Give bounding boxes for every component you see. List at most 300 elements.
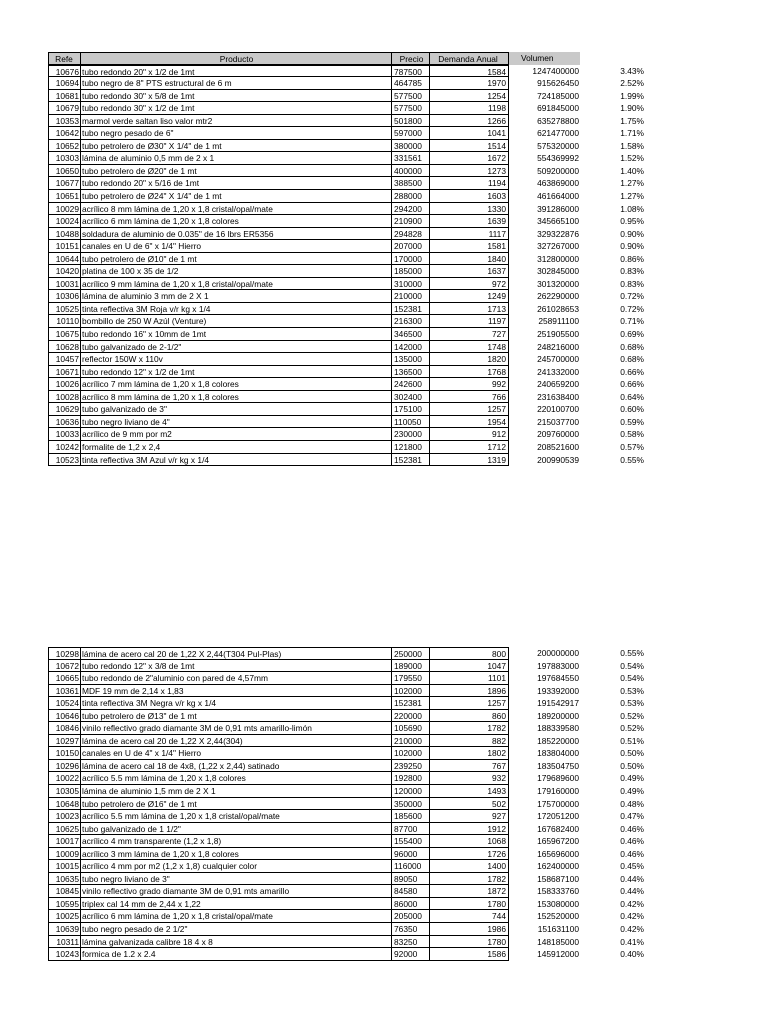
table-row — [48, 454, 644, 467]
cell-volumen: 391286000 — [537, 203, 579, 214]
cell-percent: 0.86% — [620, 253, 644, 264]
table-row — [48, 747, 644, 760]
table-row — [48, 672, 644, 685]
cell-volumen: 463869000 — [537, 178, 579, 189]
cell-percent: 1.27% — [620, 178, 644, 189]
table-row — [48, 697, 644, 710]
cell-percent: 0.64% — [620, 391, 644, 402]
cell-demanda: 1041 — [430, 127, 509, 140]
cell-precio: 220000 — [392, 710, 430, 723]
table-row — [48, 860, 644, 873]
cell-precio: 121800 — [392, 441, 430, 454]
cell-demanda: 767 — [430, 760, 509, 773]
cell-percent: 0.52% — [620, 710, 644, 721]
cell-producto: acrílico 6 mm lámina de 1,20 x 1,8 cristal/opal/mate — [81, 910, 392, 923]
cell-producto: tubo redondo 30" x 1/2 de 1mt — [81, 102, 392, 115]
cell-ref: 10110 — [48, 315, 81, 328]
cell-producto: tubo redondo 20" x 1/2 de 1mt — [81, 65, 392, 78]
cell-producto: tubo negro liviano de 4" — [81, 416, 392, 429]
cell-volumen: 200000000 — [537, 648, 579, 658]
cell-percent: 0.54% — [620, 660, 644, 671]
cell-demanda: 1782 — [430, 873, 509, 886]
table-row — [48, 441, 644, 454]
cell-volumen: 1247400000 — [532, 65, 579, 76]
cell-ref: 10671 — [48, 366, 81, 379]
cell-volumen: 258911100 — [538, 316, 579, 327]
cell-producto: tubo galvanizado de 2-1/2" — [81, 341, 392, 354]
table-row — [48, 203, 644, 216]
cell-volumen: 724185000 — [537, 90, 579, 101]
table-row — [48, 835, 644, 848]
cell-precio: 597000 — [392, 127, 430, 140]
cell-volumen: 175700000 — [537, 798, 579, 809]
cell-producto: tubo negro pesado de 6" — [81, 127, 392, 140]
cell-producto: canales en U de 4" x 1/4" Hierro — [81, 747, 392, 760]
cell-volumen: 148185000 — [537, 936, 579, 947]
cell-volumen: 165696000 — [537, 848, 579, 859]
cell-percent: 0.41% — [620, 936, 644, 947]
table-row — [48, 215, 644, 228]
cell-percent: 0.60% — [620, 404, 644, 415]
table-row — [48, 798, 644, 811]
table-row — [48, 378, 644, 391]
cell-precio: 239250 — [392, 760, 430, 773]
table-row — [48, 848, 644, 861]
cell-volumen: 461664000 — [537, 191, 579, 202]
cell-ref: 10306 — [48, 290, 81, 303]
table-row — [48, 127, 644, 140]
cell-volumen: 197684550 — [537, 673, 579, 684]
cell-producto: tubo redondo 12" x 1/2 de 1mt — [81, 366, 392, 379]
cell-demanda: 1068 — [430, 835, 509, 848]
cell-producto: canales en U de 6" x 1/4" Hierro — [81, 240, 392, 253]
cell-demanda: 1748 — [430, 341, 509, 354]
cell-percent: 1.52% — [620, 153, 644, 164]
cell-precio: 216300 — [392, 315, 430, 328]
cell-percent: 1.71% — [620, 128, 644, 139]
table-row — [48, 353, 644, 366]
cell-percent: 0.68% — [620, 341, 644, 352]
cell-precio: 288000 — [392, 190, 430, 203]
cell-ref: 10524 — [48, 697, 81, 710]
cell-percent: 0.71% — [620, 316, 644, 327]
cell-demanda: 1603 — [430, 190, 509, 203]
table-row — [48, 366, 644, 379]
cell-precio: 388500 — [392, 177, 430, 190]
cell-producto: tubo negro de 8" PTS estructural de 6 m — [81, 77, 392, 90]
table-row — [48, 948, 644, 961]
table-row — [48, 885, 644, 898]
cell-percent: 0.55% — [620, 648, 644, 658]
cell-ref: 10488 — [48, 228, 81, 241]
cell-volumen: 240659200 — [537, 379, 579, 390]
cell-ref: 10025 — [48, 910, 81, 923]
cell-demanda: 1047 — [430, 660, 509, 673]
cell-ref: 10033 — [48, 428, 81, 441]
table-row — [48, 735, 644, 748]
cell-percent: 0.50% — [620, 760, 644, 771]
cell-percent: 0.66% — [620, 366, 644, 377]
cell-producto: tinta reflectiva 3M Negra v/r kg x 1/4 — [81, 697, 392, 710]
cell-producto: tubo redondo 30" x 5/8 de 1mt — [81, 90, 392, 103]
table-row — [48, 428, 644, 441]
cell-percent: 0.83% — [620, 278, 644, 289]
cell-precio: 170000 — [392, 253, 430, 266]
cell-volumen: 188339580 — [537, 723, 579, 734]
cell-volumen: 158333760 — [537, 886, 579, 897]
table-row — [48, 760, 644, 773]
cell-producto: tubo galvanizado de 1 1/2" — [81, 823, 392, 836]
cell-ref: 10639 — [48, 923, 81, 936]
cell-demanda: 912 — [430, 428, 509, 441]
cell-precio: 135000 — [392, 353, 430, 366]
cell-volumen: 327267000 — [537, 241, 579, 252]
cell-percent: 0.52% — [620, 723, 644, 734]
cell-ref: 10672 — [48, 660, 81, 673]
cell-ref: 10311 — [48, 936, 81, 949]
cell-ref: 10297 — [48, 735, 81, 748]
cell-producto: lámina de acero cal 20 de 1,22 X 2,44(T304 Pul-Plas) — [81, 647, 392, 660]
cell-producto: tinta reflectiva 3M Azul v/r kg x 1/4 — [81, 454, 392, 467]
cell-precio: 155400 — [392, 835, 430, 848]
table-row — [48, 278, 644, 291]
cell-volumen: 575320000 — [537, 140, 579, 151]
cell-precio: 210000 — [392, 735, 430, 748]
cell-precio: 192800 — [392, 772, 430, 785]
cell-ref: 10625 — [48, 823, 81, 836]
table-row — [48, 391, 644, 404]
cell-ref: 10009 — [48, 848, 81, 861]
cell-ref: 10353 — [48, 115, 81, 128]
table-row — [48, 823, 644, 836]
cell-precio: 102000 — [392, 685, 430, 698]
cell-producto: triplex cal 14 mm de 2,44 x 1,22 — [81, 898, 392, 911]
cell-ref: 10628 — [48, 341, 81, 354]
cell-precio: 152381 — [392, 303, 430, 316]
cell-demanda: 1117 — [430, 228, 509, 241]
table-row — [48, 416, 644, 429]
cell-demanda: 1257 — [430, 697, 509, 710]
cell-ref: 10681 — [48, 90, 81, 103]
cell-precio: 105690 — [392, 722, 430, 735]
cell-precio: 76350 — [392, 923, 430, 936]
table-row — [48, 190, 644, 203]
cell-producto: acrílico 5.5 mm lámina de 1,20 x 1,8 colores — [81, 772, 392, 785]
table-row — [48, 253, 644, 266]
table-row — [48, 315, 644, 328]
table-header-row — [48, 52, 644, 65]
cell-ref: 10525 — [48, 303, 81, 316]
cell-demanda: 860 — [430, 710, 509, 723]
cell-producto: vinilo reflectivo grado diamante 3M de 0,91 mts amarillo — [81, 885, 392, 898]
table-row — [48, 722, 644, 735]
cell-percent: 0.90% — [620, 228, 644, 239]
cell-producto: acrílico 7 mm lámina de 1,20 x 1,8 colores — [81, 378, 392, 391]
cell-demanda: 882 — [430, 735, 509, 748]
cell-volumen: 245700000 — [537, 354, 579, 365]
cell-precio: 230000 — [392, 428, 430, 441]
cell-ref: 10305 — [48, 785, 81, 798]
cell-demanda: 1249 — [430, 290, 509, 303]
table-row — [48, 177, 644, 190]
cell-percent: 1.40% — [620, 165, 644, 176]
cell-producto: MDF 19 mm de 2,14 x 1,83 — [81, 685, 392, 698]
cell-precio: 116000 — [392, 860, 430, 873]
cell-percent: 0.46% — [620, 848, 644, 859]
cell-volumen: 691845000 — [537, 103, 579, 114]
cell-producto: marmol verde saltan liso valor mtr2 — [81, 115, 392, 128]
cell-ref: 10652 — [48, 140, 81, 153]
cell-producto: tubo galvanizado de 3" — [81, 403, 392, 416]
cell-volumen: 162400000 — [537, 861, 579, 872]
cell-demanda: 1254 — [430, 90, 509, 103]
header-ref: Refe — [48, 52, 81, 65]
cell-ref: 10646 — [48, 710, 81, 723]
cell-percent: 0.59% — [620, 416, 644, 427]
cell-percent: 1.99% — [620, 90, 644, 101]
cell-producto: tubo redondo 16" x 10mm de 1mt — [81, 328, 392, 341]
cell-precio: 310000 — [392, 278, 430, 291]
cell-volumen: 165967200 — [537, 836, 579, 847]
cell-volumen: 153080000 — [537, 898, 579, 909]
cell-percent: 1.27% — [620, 191, 644, 202]
cell-percent: 0.69% — [620, 329, 644, 340]
cell-precio: 210000 — [392, 290, 430, 303]
table-row — [48, 115, 644, 128]
cell-volumen: 167682400 — [537, 823, 579, 834]
header-demanda-anual: Demanda Anual — [430, 52, 509, 65]
cell-volumen: 185220000 — [537, 735, 579, 746]
cell-precio: 210900 — [392, 215, 430, 228]
cell-ref: 10023 — [48, 810, 81, 823]
cell-percent: 0.51% — [620, 735, 644, 746]
cell-ref: 10523 — [48, 454, 81, 467]
cell-percent: 0.90% — [620, 241, 644, 252]
cell-volumen: 189200000 — [537, 710, 579, 721]
table-row — [48, 90, 644, 103]
table-row — [48, 873, 644, 886]
cell-demanda: 1198 — [430, 102, 509, 115]
cell-producto: acrílico 8 mm lámina de 1,20 x 1,8 cristal/opal/mate — [81, 203, 392, 216]
cell-demanda: 1726 — [430, 848, 509, 861]
cell-producto: formalite de 1,2 x 2,4 — [81, 441, 392, 454]
table-row — [48, 910, 644, 923]
cell-demanda: 1672 — [430, 152, 509, 165]
cell-demanda: 1896 — [430, 685, 509, 698]
cell-demanda: 1713 — [430, 303, 509, 316]
cell-precio: 84580 — [392, 885, 430, 898]
table-row — [48, 77, 644, 90]
cell-volumen: 208521600 — [537, 441, 579, 452]
cell-producto: tubo negro liviano de 3" — [81, 873, 392, 886]
cell-volumen: 151631100 — [537, 924, 579, 935]
cell-ref: 10028 — [48, 391, 81, 404]
table-row — [48, 165, 644, 178]
cell-demanda: 1802 — [430, 747, 509, 760]
table-row — [48, 898, 644, 911]
cell-producto: platina de 100 x 35 de 1/2 — [81, 265, 392, 278]
cell-producto: soldadura de aluminio de 0.035" de 16 lbrs ER5356 — [81, 228, 392, 241]
cell-demanda: 1586 — [430, 948, 509, 961]
cell-percent: 1.58% — [620, 140, 644, 151]
cell-volumen: 915626450 — [537, 78, 579, 89]
cell-volumen: 262290000 — [537, 291, 579, 302]
cell-demanda: 744 — [430, 910, 509, 923]
cell-precio: 175100 — [392, 403, 430, 416]
cell-ref: 10650 — [48, 165, 81, 178]
header-percent-empty — [580, 52, 644, 65]
cell-demanda: 1101 — [430, 672, 509, 685]
cell-ref: 10024 — [48, 215, 81, 228]
cell-volumen: 301320000 — [537, 278, 579, 289]
cell-volumen: 183504750 — [537, 760, 579, 771]
inventory-table-bottom — [48, 647, 644, 961]
cell-ref: 10629 — [48, 403, 81, 416]
cell-ref: 10029 — [48, 203, 81, 216]
cell-producto: bombillo de 250 W Azúl (Venture) — [81, 315, 392, 328]
cell-producto: tubo petrolero de Ø10" de 1 mt — [81, 253, 392, 266]
cell-precio: 577500 — [392, 90, 430, 103]
cell-precio: 294828 — [392, 228, 430, 241]
cell-percent: 0.66% — [620, 379, 644, 390]
cell-producto: acrílico 4 mm por m2 (1,2 x 1,8) cualquier color — [81, 860, 392, 873]
cell-producto: tubo petrolero de Ø16" de 1 mt — [81, 798, 392, 811]
cell-precio: 787500 — [392, 65, 430, 78]
cell-demanda: 927 — [430, 810, 509, 823]
cell-demanda: 1986 — [430, 923, 509, 936]
cell-volumen: 248216000 — [537, 341, 579, 352]
cell-percent: 1.08% — [620, 203, 644, 214]
cell-percent: 0.44% — [620, 886, 644, 897]
cell-volumen: 251905500 — [537, 329, 579, 340]
cell-producto: lámina de acero cal 20 de 1,22 X 2,44(304) — [81, 735, 392, 748]
cell-precio: 152381 — [392, 697, 430, 710]
cell-demanda: 1820 — [430, 353, 509, 366]
cell-precio: 152381 — [392, 454, 430, 467]
cell-precio: 346500 — [392, 328, 430, 341]
cell-producto: tinta reflectiva 3M Roja v/r kg x 1/4 — [81, 303, 392, 316]
cell-volumen: 621477000 — [537, 128, 579, 139]
cell-precio: 102000 — [392, 747, 430, 760]
cell-precio: 350000 — [392, 798, 430, 811]
cell-percent: 0.49% — [620, 786, 644, 797]
cell-producto: tubo petrolero de Ø20" de 1 mt — [81, 165, 392, 178]
cell-demanda: 800 — [430, 647, 509, 660]
cell-demanda: 1319 — [430, 454, 509, 467]
cell-precio: 250000 — [392, 647, 430, 660]
table-row — [48, 647, 644, 660]
cell-volumen: 193392000 — [537, 685, 579, 696]
cell-ref: 10651 — [48, 190, 81, 203]
cell-volumen: 200990539 — [537, 454, 579, 465]
table-row — [48, 341, 644, 354]
cell-volumen: 329322876 — [537, 228, 579, 239]
cell-percent: 0.49% — [620, 773, 644, 784]
cell-precio: 577500 — [392, 102, 430, 115]
cell-volumen: 220100700 — [537, 404, 579, 415]
cell-precio: 96000 — [392, 848, 430, 861]
cell-producto: lámina de acero cal 18 de 4x8, (1,22 x 2,44) satinado — [81, 760, 392, 773]
cell-percent: 0.83% — [620, 266, 644, 277]
cell-ref: 10676 — [48, 65, 81, 78]
cell-percent: 0.53% — [620, 685, 644, 696]
cell-producto: lámina de aluminio 3 mm de 2 X 1 — [81, 290, 392, 303]
table-row — [48, 290, 644, 303]
cell-demanda: 1514 — [430, 140, 509, 153]
cell-precio: 189000 — [392, 660, 430, 673]
cell-producto: acrílico 8 mm lámina de 1,20 x 1,8 colores — [81, 391, 392, 404]
cell-percent: 0.68% — [620, 354, 644, 365]
cell-ref: 10845 — [48, 885, 81, 898]
cell-producto: tubo petrolero de Ø24" X 1/4" de 1 mt — [81, 190, 392, 203]
cell-demanda: 1581 — [430, 240, 509, 253]
cell-demanda: 1872 — [430, 885, 509, 898]
cell-producto: tubo redondo 20" x 5/16 de 1mt — [81, 177, 392, 190]
cell-demanda: 932 — [430, 772, 509, 785]
cell-ref: 10420 — [48, 265, 81, 278]
cell-percent: 0.57% — [620, 441, 644, 452]
cell-percent: 1.75% — [620, 115, 644, 126]
cell-producto: acrílico 9 mm lámina de 1,20 x 1,8 cristal/opal/mate — [81, 278, 392, 291]
cell-producto: tubo redondo de 2"aluminio con pared de 4,57mm — [81, 672, 392, 685]
cell-percent: 0.72% — [620, 291, 644, 302]
cell-producto: acrílico de 9 mm por m2 — [81, 428, 392, 441]
header-producto: Producto — [81, 52, 392, 65]
cell-demanda: 1257 — [430, 403, 509, 416]
cell-demanda: 1330 — [430, 203, 509, 216]
cell-producto: reflector 150W x 110v — [81, 353, 392, 366]
cell-volumen: 241332000 — [537, 366, 579, 377]
cell-volumen: 152520000 — [537, 911, 579, 922]
cell-demanda: 1712 — [430, 441, 509, 454]
cell-precio: 380000 — [392, 140, 430, 153]
cell-demanda: 1768 — [430, 366, 509, 379]
cell-producto: acrílico 5.5 mm lámina de 1,20 x 1,8 cristal/opal/mate — [81, 810, 392, 823]
cell-precio: 501800 — [392, 115, 430, 128]
cell-precio: 207000 — [392, 240, 430, 253]
cell-percent: 0.42% — [620, 911, 644, 922]
cell-demanda: 1197 — [430, 315, 509, 328]
table-row — [48, 328, 644, 341]
cell-producto: formica de 1.2 x 2.4 — [81, 948, 392, 961]
cell-percent: 0.53% — [620, 698, 644, 709]
cell-producto: acrílico 4 mm transparente (1,2 x 1,8) — [81, 835, 392, 848]
cell-ref: 10303 — [48, 152, 81, 165]
cell-percent: 0.48% — [620, 798, 644, 809]
table-row — [48, 936, 644, 949]
table-row — [48, 785, 644, 798]
cell-percent: 0.42% — [620, 924, 644, 935]
cell-percent: 0.72% — [620, 303, 644, 314]
cell-demanda: 1493 — [430, 785, 509, 798]
cell-percent: 0.42% — [620, 898, 644, 909]
cell-ref: 10022 — [48, 772, 81, 785]
cell-volumen: 261028653 — [537, 303, 579, 314]
cell-ref: 10846 — [48, 722, 81, 735]
header-volumen: Volumen — [509, 52, 580, 65]
cell-demanda: 992 — [430, 378, 509, 391]
cell-producto: vinilo reflectivo grado diamante 3M de 0,91 mts amarillo-limón — [81, 722, 392, 735]
cell-ref: 10457 — [48, 353, 81, 366]
table-body-top — [48, 65, 644, 467]
cell-volumen: 345665100 — [537, 216, 579, 227]
cell-precio: 110050 — [392, 416, 430, 429]
cell-precio: 302400 — [392, 391, 430, 404]
cell-precio: 185600 — [392, 810, 430, 823]
cell-ref: 10242 — [48, 441, 81, 454]
table-row — [48, 810, 644, 823]
cell-ref: 10151 — [48, 240, 81, 253]
